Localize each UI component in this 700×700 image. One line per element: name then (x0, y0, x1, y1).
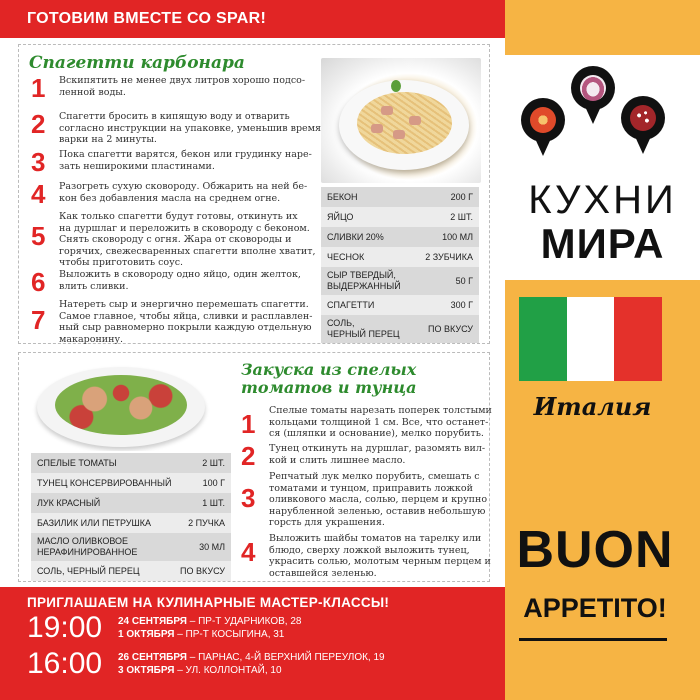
step-text: Пока спагетти варятся, бекон или грудинку наре- зать неширокими пластинами. (59, 149, 312, 172)
tomato-pin-icon (521, 98, 565, 158)
step-number: 1 (31, 73, 46, 103)
step-number: 3 (241, 483, 256, 513)
ingredient-name: СПАГЕТТИ (327, 299, 375, 310)
recipe-step (31, 211, 316, 269)
recipe-step (31, 299, 312, 345)
recipe-step (241, 443, 485, 469)
salad-photo (31, 359, 211, 451)
ingredient-qty: 2 ШТ. (202, 458, 225, 468)
recipe-title: Закуска из спелых томатов и тунца (241, 360, 417, 397)
step-number: 5 (31, 221, 46, 251)
ingredient-row (31, 493, 231, 513)
ingredient-name: СПЕЛЫЕ ТОМАТЫ (37, 457, 117, 468)
step-text: Как только спагетти будут готовы, откинуть их на дуршлаг и переложить в сковороду с беконом. Снять сковороду с огня. Жара от сковороды и горячих, свежесваренных спагетти вполне хватит, чтобы приготовить соус. (59, 211, 316, 268)
side-panel (505, 0, 700, 700)
step-number: 2 (31, 109, 46, 139)
ingredient-qty: 300 Г (450, 300, 473, 310)
flag-stripe-red (614, 297, 662, 381)
ingredient-row (31, 473, 231, 493)
ingredient-row (321, 267, 479, 295)
recipe-step (31, 75, 309, 101)
ingredient-row (31, 453, 231, 473)
ingredient-qty: 2 ПУЧКА (188, 518, 225, 528)
session-date: 1 ОКТЯБРЯ (118, 629, 175, 640)
ingredient-row (321, 247, 479, 267)
ingredient-qty: 200 Г (450, 192, 473, 202)
step-number: 2 (241, 441, 256, 471)
step-text: Разогреть сухую сковороду. Обжарить на ней бе- кон без добавления масла на среднем огне. (59, 181, 308, 204)
ingredient-row (321, 187, 479, 207)
bacon-piece (381, 106, 393, 115)
recipe-step (31, 149, 312, 175)
slogan-underline (519, 638, 667, 641)
slogan-line1: BUON (516, 521, 674, 579)
ingredients-table (321, 187, 479, 343)
ingredient-name: ЧЕСНОК (327, 251, 365, 262)
ingredient-name: СЫР ТВЕРДЫЙ, ВЫДЕРЖАННЫЙ (327, 270, 401, 291)
session-time: 19:00 (27, 611, 103, 644)
step-text: Выложить в сковороду одно яйцо, один желток, влить сливки. (59, 269, 301, 292)
session-address: – УЛ. КОЛЛОНТАЙ, 10 (174, 665, 282, 676)
session-date: 26 СЕНТЯБРЯ (118, 652, 187, 663)
session-dates (118, 651, 385, 677)
page-header: ГОТОВИМ ВМЕСТЕ СО SPAR! (0, 0, 505, 38)
step-text: Вскипятить не менее двух литров хорошо подсо- ленной воды. (59, 75, 306, 98)
flag-stripe-green (519, 297, 567, 381)
pasta-shape (357, 92, 452, 154)
step-text: Спагетти бросить в кипящую воду и отварить согласно инструкции на упаковке, уменьшив время варки на 2 минуты. (59, 111, 322, 145)
bacon-piece (409, 116, 421, 125)
ingredient-qty: ПО ВКУСУ (180, 566, 225, 576)
ingredient-name: СОЛЬ, ЧЕРНЫЙ ПЕРЕЦ (37, 565, 140, 576)
ingredient-row (321, 227, 479, 247)
session-address: – ПАРНАС, 4-Й ВЕРХНИЙ ПЕРЕУЛОК, 19 (186, 652, 385, 663)
bacon-piece (371, 124, 383, 133)
recipe-step (241, 405, 492, 440)
step-text: Натереть сыр и энергично перемешать спагетти. Самое главное, чтобы яйца, сливки и расплавлен- ный сыр равномерно покрыли каждую отдельную макаронину. (59, 299, 313, 345)
ingredient-qty: 100 Г (202, 478, 225, 488)
ingredient-name: ЯЙЦО (327, 211, 354, 222)
slogan-line2: APPETITO! (523, 593, 667, 623)
banner-heading: ПРИГЛАШАЕМ НА КУЛИНАРНЫЕ МАСТЕР-КЛАССЫ! (27, 595, 390, 610)
session-address: – ПР-Т КОСЫГИНА, 31 (174, 629, 285, 640)
recipe-step (31, 269, 301, 295)
garlic-pin-icon (571, 66, 615, 126)
ingredient-name: БАЗИЛИК ИЛИ ПЕТРУШКА (37, 517, 151, 528)
ingredient-qty: 2 ЗУБЧИКА (425, 252, 473, 262)
ingredient-row (31, 513, 231, 533)
recipe-title: Спагетти карбонара (29, 53, 245, 73)
ingredient-name: ТУНЕЦ КОНСЕРВИРОВАННЫЙ (37, 477, 172, 488)
ingredient-row (31, 561, 231, 581)
ingredient-qty: 1 ШТ. (202, 498, 225, 508)
step-number: 3 (31, 147, 46, 177)
recipe-tomato-tuna (18, 352, 490, 582)
ingredient-qty: 50 Г (455, 276, 473, 286)
recipe-step (31, 181, 307, 207)
ingredient-qty: 100 МЛ (442, 232, 473, 242)
ingredient-name: СЛИВКИ 20% (327, 231, 384, 242)
bacon-piece (393, 130, 405, 139)
brand-title-line1: КУХНИ (528, 178, 677, 222)
session-time: 16:00 (27, 647, 103, 680)
step-number: 7 (31, 305, 46, 335)
recipe-step (241, 533, 491, 579)
yellow-block-top (505, 0, 700, 55)
session-date: 3 ОКТЯБРЯ (118, 665, 175, 676)
ingredient-row (321, 295, 479, 315)
salami-pin-icon (621, 96, 665, 156)
session-dates (118, 615, 301, 641)
step-text: Тунец откинуть на дуршлаг, разомять вил- кой и слить лишнее масло. (269, 443, 486, 466)
herb-garnish (391, 80, 401, 92)
recipe-step (241, 471, 487, 529)
ingredient-name: БЕКОН (327, 191, 358, 202)
italy-flag (519, 297, 662, 381)
step-text: Спелые томаты нарезать поперек толстыми кольцами толщиной 1 см. Все, что останет- ся (шляпки и основание), мелко порубить. (269, 405, 492, 439)
ingredient-name: МАСЛО ОЛИВКОВОЕ НЕРАФИНИРОВАННОЕ (37, 536, 138, 557)
ingredient-row (321, 315, 479, 343)
carbonara-photo (321, 58, 481, 183)
session-date: 24 СЕНТЯБРЯ (118, 616, 187, 627)
step-number: 1 (241, 409, 256, 439)
recipe-step (31, 111, 321, 146)
step-number: 4 (241, 537, 256, 567)
step-text: Репчатый лук мелко порубить, смешать с томатами и тунцом, приправить ложкой оливкового масла, солью, перцем и крупно нарубленной зеленью, оставив небольшую горсть для украшения. (269, 471, 488, 528)
step-text: Выложить шайбы томатов на тарелку или блюдо, сверху ложкой выложить тунец, украсить солью, молотым черным перцем и оставшейся зеленью. (269, 533, 491, 579)
ingredients-table (31, 453, 231, 581)
flag-stripe-white (567, 297, 615, 381)
ingredient-row (31, 533, 231, 561)
salad-shape (55, 375, 187, 435)
ingredient-qty: 30 МЛ (199, 542, 225, 552)
ingredient-qty: 2 ШТ. (450, 212, 473, 222)
yellow-block-bottom (505, 280, 700, 700)
session-address: – ПР-Т УДАРНИКОВ, 28 (186, 616, 302, 627)
master-class-banner (0, 587, 505, 700)
brand-title-line2: МИРА (540, 220, 665, 267)
recipe-carbonara (18, 44, 490, 344)
step-number: 6 (31, 267, 46, 297)
ingredient-name: СОЛЬ, ЧЕРНЫЙ ПЕРЕЦ (327, 318, 400, 339)
ingredient-name: ЛУК КРАСНЫЙ (37, 497, 101, 508)
ingredient-qty: ПО ВКУСУ (428, 324, 473, 334)
country-name: Италия (533, 392, 652, 421)
ingredient-row (321, 207, 479, 227)
step-number: 4 (31, 179, 46, 209)
